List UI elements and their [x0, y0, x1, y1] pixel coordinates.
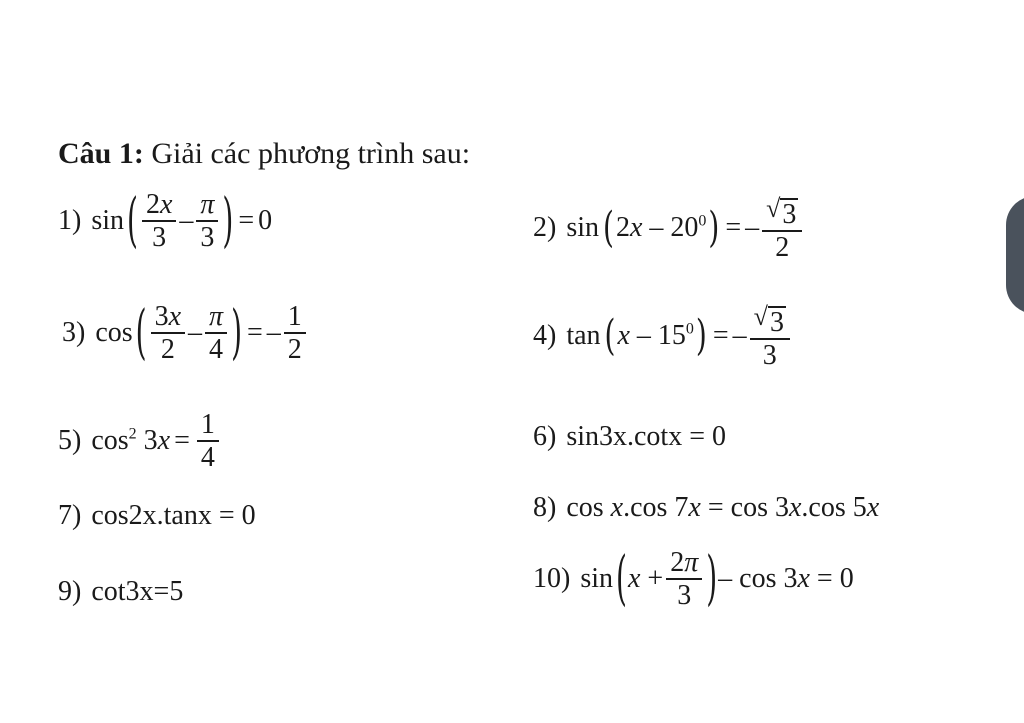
equation-expression: cos2x.tanx = 0 [91, 500, 256, 531]
math-text: ( [127, 185, 138, 255]
equation-3 [62, 297, 309, 367]
equation-number: 9) [58, 576, 82, 607]
math-text: sin [91, 205, 125, 237]
math-text: ( [604, 310, 616, 361]
equation-5 [58, 410, 222, 473]
fraction: $\frac{1}{4}$ [197, 410, 219, 473]
math-text: = [174, 425, 190, 457]
equation-9 [58, 576, 183, 608]
equation-number: 4) [533, 320, 557, 352]
heading-label: Câu 1: [58, 137, 144, 170]
equation-1 [58, 185, 273, 255]
fraction: $\frac{2x}{3}$ [142, 190, 176, 253]
fraction: $\frac{\pi}{3}$ [196, 190, 218, 253]
exercise-heading [58, 137, 470, 171]
math-text: – [266, 317, 281, 349]
math-text: ) [708, 202, 720, 253]
equation-expression: cot3x=5 [91, 576, 184, 607]
math-text: ) [706, 543, 718, 613]
equation-expression: sin3x.cotx = 0 [566, 421, 727, 452]
math-text: = [712, 320, 729, 352]
math-text: ) [695, 310, 707, 361]
equation-number: 6) [533, 421, 557, 452]
math-text: = [247, 317, 263, 349]
fraction: √ 3 3 [750, 302, 790, 371]
math-text: = [725, 212, 742, 244]
equation-4 [533, 302, 793, 371]
fraction: $\frac{3x}{2}$ [151, 302, 185, 365]
math-text: – [745, 212, 760, 244]
equation-number: 1) [58, 205, 82, 237]
math-text: $2x - 20^0$ [615, 212, 707, 244]
math-text: cos x.cos 7x = cos 3x.cos 5x [566, 492, 880, 523]
math-text: cos [95, 317, 133, 349]
math-text: ( [616, 543, 627, 613]
equation-number: 2) [533, 212, 557, 244]
edge-decoration [1006, 196, 1024, 314]
fraction: $\frac{1}{2}$ [284, 302, 306, 365]
math-text: tan [566, 320, 601, 352]
equation-number: 8) [533, 492, 557, 523]
math-text: sin [566, 212, 600, 244]
math-text: ( [603, 202, 614, 253]
math-text: x + [627, 563, 664, 595]
math-text: ) [231, 297, 242, 367]
equation-number: 3) [62, 317, 86, 349]
fraction: √ 3 2 [762, 194, 802, 263]
math-text: x – $15^0$ [617, 320, 694, 352]
math-text: ) [222, 185, 234, 255]
equation-7 [58, 500, 256, 532]
math-text: = [238, 205, 255, 237]
equation-number: 5) [58, 425, 82, 457]
fraction: $\frac{\pi}{4}$ [205, 302, 227, 365]
equation-10 [533, 543, 854, 613]
math-text: – [732, 320, 747, 352]
equation-number: 7) [58, 500, 82, 531]
math-text: $\cos^2 3x$ [91, 425, 171, 457]
equation-6 [533, 421, 726, 453]
equation-number: 10) [533, 563, 571, 595]
math-text: – cos 3x = 0 [718, 563, 854, 595]
equation-2 [533, 194, 805, 263]
math-text: sin [580, 563, 614, 595]
heading-text: Giải các phương trình sau: [143, 137, 471, 170]
math-text: ( [135, 297, 147, 367]
math-text: 0 [258, 205, 273, 237]
equation-8 [533, 492, 879, 524]
math-text: – [179, 205, 194, 237]
math-text: – [188, 317, 203, 349]
fraction: $\frac{2\pi}{3}$ [666, 548, 702, 611]
